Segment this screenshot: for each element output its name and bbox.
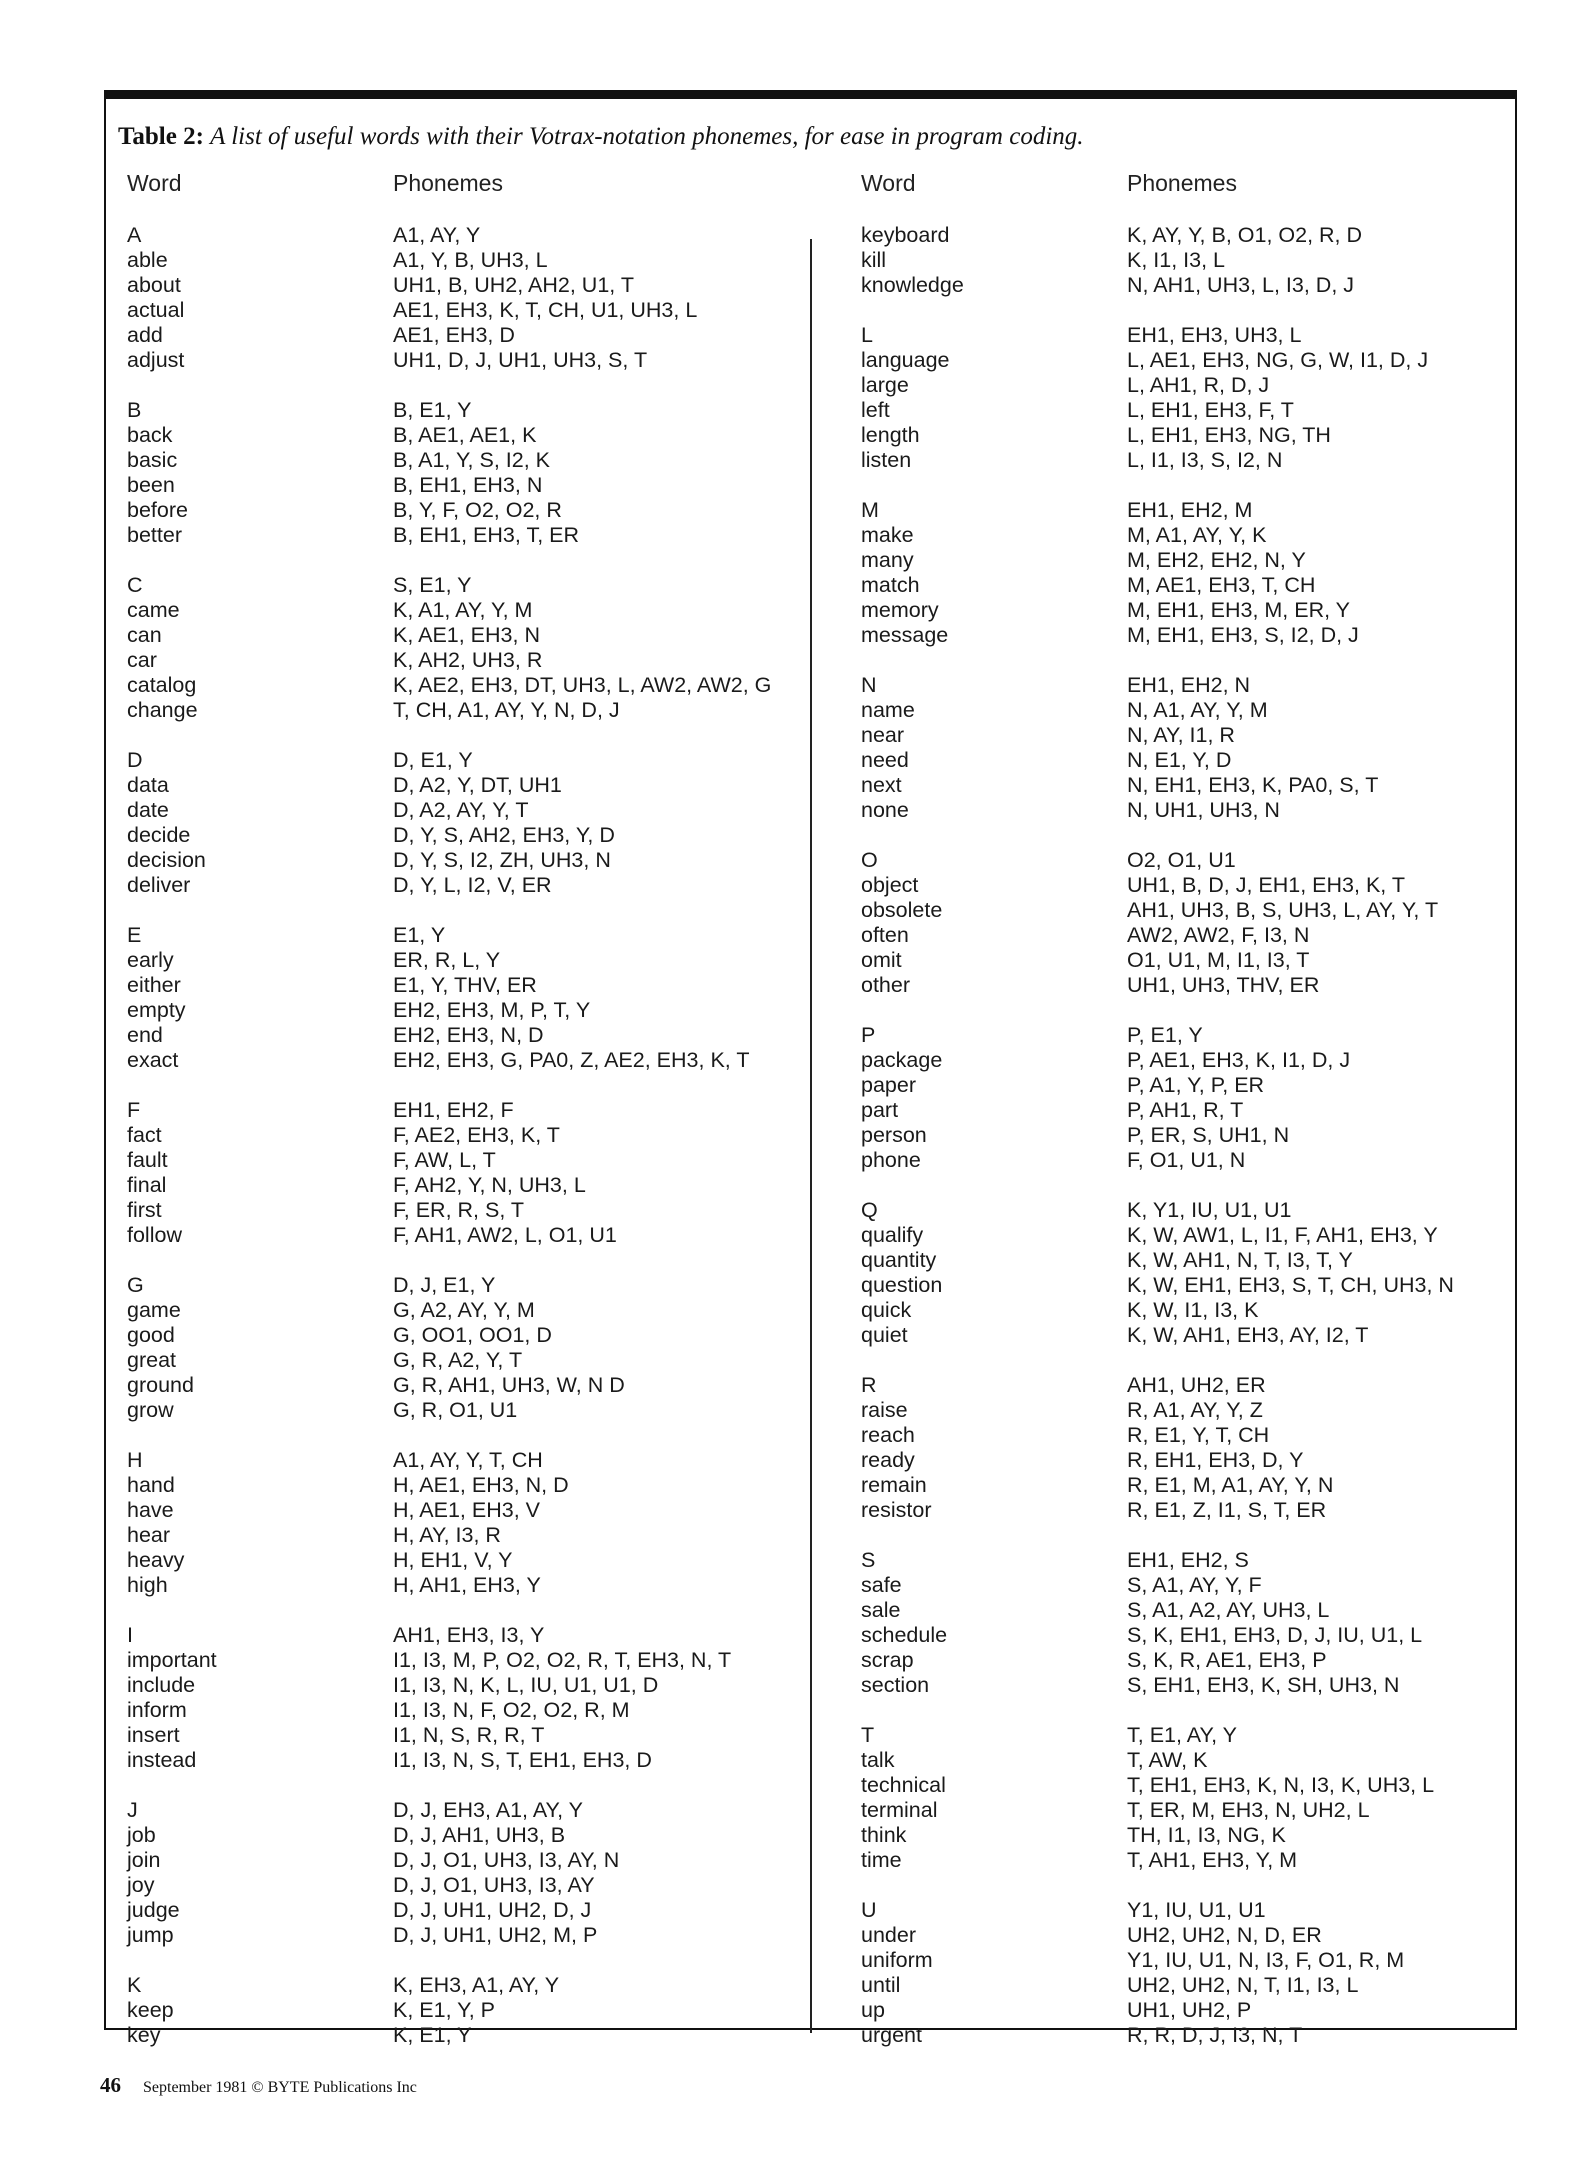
phonemes-cell: A1, Y, B, UH3, L [393,248,548,272]
phonemes-cell: H, AY, I3, R [393,1523,501,1547]
phonemes-cell: TH, I1, I3, NG, K [1127,1823,1286,1847]
word-cell: H [127,1448,143,1472]
phonemes-cell: D, Y, S, AH2, EH3, Y, D [393,823,615,847]
word-cell: language [861,348,950,372]
word-cell: important [127,1648,217,1672]
phonemes-cell: B, E1, Y [393,398,472,422]
phonemes-cell: B, A1, Y, S, I2, K [393,448,550,472]
word-cell: decision [127,848,206,872]
phonemes-cell: EH1, EH2, M [1127,498,1253,522]
phonemes-cell: Y1, IU, U1, U1 [1127,1898,1266,1922]
word-cell: kill [861,248,887,272]
phonemes-cell: D, Y, L, I2, V, ER [393,873,552,897]
word-cell: safe [861,1573,902,1597]
word-cell: B [127,398,142,422]
phonemes-cell: K, W, EH1, EH3, S, T, CH, UH3, N [1127,1273,1454,1297]
header-word-left: Word [127,170,182,196]
word-cell: sale [861,1598,901,1622]
word-cell: quantity [861,1248,937,1272]
word-cell: O [861,848,878,872]
header-word-right: Word [861,170,916,196]
phonemes-cell: F, AW, L, T [393,1148,496,1172]
phonemes-cell: K, W, AH1, N, T, I3, T, Y [1127,1248,1353,1272]
phonemes-cell: A1, AY, Y [393,223,481,247]
phonemes-cell: D, A2, Y, DT, UH1 [393,773,562,797]
word-cell: I [127,1623,133,1647]
phonemes-cell: K, AE1, EH3, N [393,623,540,647]
word-cell: up [861,1998,885,2022]
phonemes-cell: AH1, UH2, ER [1127,1373,1266,1397]
word-cell: have [127,1498,174,1522]
phonemes-cell: K, AE2, EH3, DT, UH3, L, AW2, AW2, G [393,673,772,697]
word-cell: listen [861,448,912,472]
column-divider [810,239,812,2033]
phonemes-cell: EH2, EH3, G, PA0, Z, AE2, EH3, K, T [393,1048,750,1072]
word-cell: about [127,273,181,297]
word-cell: often [861,923,909,947]
word-cell: schedule [861,1623,948,1647]
word-cell: resistor [861,1498,932,1522]
phonemes-cell: K, E1, Y, P [393,1998,495,2022]
word-cell: many [861,548,914,572]
word-cell: paper [861,1073,916,1097]
phonemes-cell: T, AH1, EH3, Y, M [1127,1848,1298,1872]
phonemes-cell: Y1, IU, U1, N, I3, F, O1, R, M [1127,1948,1405,1972]
phonemes-cell: I1, I3, N, S, T, EH1, EH3, D [393,1748,652,1772]
phonemes-cell: K, W, AW1, L, I1, F, AH1, EH3, Y [1127,1223,1438,1247]
word-cell: obsolete [861,898,943,922]
phonemes-cell: T, CH, A1, AY, Y, N, D, J [393,698,620,722]
word-cell: message [861,623,949,647]
phonemes-cell: M, EH2, EH2, N, Y [1127,548,1306,572]
word-cell: U [861,1898,877,1922]
word-cell: deliver [127,873,191,897]
word-cell: J [127,1798,138,1822]
word-cell: hear [127,1523,171,1547]
word-cell: game [127,1298,181,1322]
page-number: 46 [100,2073,121,2097]
word-cell: adjust [127,348,185,372]
footer-credit: September 1981 © BYTE Publications Inc [143,2079,417,2096]
phonemes-cell: H, AE1, EH3, V [393,1498,540,1522]
phonemes-cell: B, Y, F, O2, O2, R [393,498,562,522]
phonemes-cell: K, Y1, IU, U1, U1 [1127,1198,1292,1222]
word-cell: E [127,923,142,947]
phonemes-cell: H, AH1, EH3, Y [393,1573,541,1597]
phonemes-cell: F, AE2, EH3, K, T [393,1123,560,1147]
word-cell: large [861,373,909,397]
phonemes-cell: R, E1, M, A1, AY, Y, N [1127,1473,1334,1497]
word-cell: match [861,573,920,597]
phonemes-cell: K, W, I1, I3, K [1127,1298,1259,1322]
phonemes-cell: UH1, B, UH2, AH2, U1, T [393,273,634,297]
word-cell: question [861,1273,943,1297]
phonemes-cell: O2, O1, U1 [1127,848,1236,872]
phonemes-cell: EH2, EH3, N, D [393,1023,544,1047]
word-cell: able [127,248,168,272]
phonemes-cell: I1, I3, M, P, O2, O2, R, T, EH3, N, T [393,1648,732,1672]
word-cell: memory [861,598,939,622]
phonemes-cell: F, ER, R, S, T [393,1198,525,1222]
phonemes-cell: P, AE1, EH3, K, I1, D, J [1127,1048,1351,1072]
word-cell: P [861,1023,876,1047]
word-cell: S [861,1548,876,1572]
phonemes-cell: P, AH1, R, T [1127,1098,1244,1122]
word-cell: good [127,1323,175,1347]
phonemes-cell: EH1, EH2, F [393,1098,514,1122]
word-cell: knowledge [861,273,964,297]
caption-label: Table 2: [118,123,204,150]
word-cell: judge [127,1898,180,1922]
word-cell: near [861,723,905,747]
word-cell: name [861,698,915,722]
word-cell: phone [861,1148,921,1172]
table-frame [104,90,1517,2047]
word-cell: decide [127,823,191,847]
phonemes-cell: AE1, EH3, K, T, CH, U1, UH3, L [393,298,698,322]
word-cell: make [861,523,914,547]
phonemes-cell: I1, I3, N, K, L, IU, U1, U1, D [393,1673,659,1697]
word-cell: can [127,623,162,647]
word-cell: N [861,673,877,697]
phonemes-cell: S, E1, Y [393,573,472,597]
word-cell: inform [127,1698,187,1722]
phonemes-cell: L, EH1, EH3, F, T [1127,398,1294,422]
word-cell: T [861,1723,875,1747]
word-cell: keyboard [861,223,950,247]
word-cell: before [127,498,188,522]
word-cell: include [127,1673,196,1697]
word-cell: qualify [861,1223,924,1247]
phonemes-cell: G, R, AH1, UH3, W, N D [393,1373,625,1397]
phonemes-cell: N, AH1, UH3, L, I3, D, J [1127,273,1355,297]
phonemes-cell: D, J, O1, UH3, I3, AY [393,1873,595,1897]
word-cell: data [127,773,169,797]
word-cell: job [127,1823,156,1847]
word-cell: uniform [861,1948,933,1972]
phonemes-cell: S, EH1, EH3, K, SH, UH3, N [1127,1673,1400,1697]
phonemes-cell: K, EH3, A1, AY, Y [393,1973,560,1997]
phonemes-cell: UH1, D, J, UH1, UH3, S, T [393,348,648,372]
phonemes-cell: N, EH1, EH3, K, PA0, S, T [1127,773,1379,797]
phonemes-cell: D, J, E1, Y [393,1273,496,1297]
word-cell: exact [127,1048,179,1072]
phonemes-cell: P, A1, Y, P, ER [1127,1073,1265,1097]
word-cell: person [861,1123,927,1147]
word-cell: insert [127,1723,180,1747]
header-phonemes-right: Phonemes [1127,170,1237,196]
word-cell: object [861,873,919,897]
phonemes-cell: P, E1, Y [1127,1023,1203,1047]
phonemes-cell: M, EH1, EH3, S, I2, D, J [1127,623,1359,647]
phonemes-cell: AH1, UH3, B, S, UH3, L, AY, Y, T [1127,898,1439,922]
phonemes-cell: K, A1, AY, Y, M [393,598,533,622]
caption-text: A list of useful words with their Votrax-notation phonemes, for ease in program coding. [210,123,1084,150]
phonemes-cell: H, EH1, V, Y [393,1548,513,1572]
page-footer [100,2073,417,2098]
phonemes-cell: S, K, R, AE1, EH3, P [1127,1648,1327,1672]
word-cell: instead [127,1748,197,1772]
phonemes-cell: M, A1, AY, Y, K [1127,523,1267,547]
word-cell: better [127,523,182,547]
word-cell: need [861,748,909,772]
phonemes-cell: K, AH2, UH3, R [393,648,543,672]
phonemes-cell: R, E1, Y, T, CH [1127,1423,1270,1447]
word-cell: key [127,2023,161,2047]
word-cell: scrap [861,1648,914,1672]
word-cell: date [127,798,169,822]
phonemes-cell: R, EH1, EH3, D, Y [1127,1448,1304,1472]
phonemes-cell: K, W, AH1, EH3, AY, I2, T [1127,1323,1369,1347]
phonemes-cell: F, O1, U1, N [1127,1148,1246,1172]
phonemes-cell: D, E1, Y [393,748,473,772]
word-cell: first [127,1198,162,1222]
word-cell: L [861,323,873,347]
word-cell: other [861,973,911,997]
word-cell: join [127,1848,161,1872]
word-cell: talk [861,1748,895,1772]
word-cell: end [127,1023,163,1047]
word-cell: A [127,223,142,247]
word-cell: urgent [861,2023,922,2047]
phonemes-cell: UH1, B, D, J, EH1, EH3, K, T [1127,873,1405,897]
word-cell: technical [861,1773,946,1797]
word-cell: part [861,1098,899,1122]
phonemes-cell: M, AE1, EH3, T, CH [1127,573,1316,597]
word-cell: next [861,773,902,797]
phonemes-cell: EH1, EH2, S [1127,1548,1249,1572]
word-cell: remain [861,1473,927,1497]
phonemes-cell: M, EH1, EH3, M, ER, Y [1127,598,1351,622]
phonemes-cell: UH1, UH3, THV, ER [1127,973,1320,997]
word-cell: ready [861,1448,915,1472]
phonemes-cell: UH2, UH2, N, D, ER [1127,1923,1322,1947]
word-cell: change [127,698,198,722]
phonemes-cell: N, UH1, UH3, N [1127,798,1280,822]
word-cell: M [861,498,879,522]
phonemes-cell: L, EH1, EH3, NG, TH [1127,423,1331,447]
word-cell: grow [127,1398,174,1422]
word-cell: Q [861,1198,878,1222]
phonemes-cell: G, R, A2, Y, T [393,1348,523,1372]
phonemes-cell: D, J, UH1, UH2, D, J [393,1898,592,1922]
word-cell: package [861,1048,943,1072]
word-cell: under [861,1923,916,1947]
phonemes-cell: D, J, EH3, A1, AY, Y [393,1798,584,1822]
phonemes-cell: G, R, O1, U1 [393,1398,518,1422]
word-cell: time [861,1848,902,1872]
phonemes-cell: EH1, EH2, N [1127,673,1251,697]
phonemes-cell: EH2, EH3, M, P, T, Y [393,998,591,1022]
word-cell: think [861,1823,907,1847]
word-cell: fact [127,1123,162,1147]
phonemes-cell: T, ER, M, EH3, N, UH2, L [1127,1798,1370,1822]
word-cell: either [127,973,181,997]
word-cell: hand [127,1473,175,1497]
word-cell: high [127,1573,168,1597]
word-cell: G [127,1273,144,1297]
phonemes-cell: S, K, EH1, EH3, D, J, IU, U1, L [1127,1623,1423,1647]
word-cell: great [127,1348,177,1372]
phonemes-cell: N, A1, AY, Y, M [1127,698,1268,722]
phonemes-cell: B, EH1, EH3, T, ER [393,523,580,547]
word-cell: follow [127,1223,182,1247]
phonemes-cell: D, J, AH1, UH3, B [393,1823,566,1847]
word-cell: car [127,648,157,672]
phonemes-cell: UH2, UH2, N, T, I1, I3, L [1127,1973,1359,1997]
phonemes-cell: G, A2, AY, Y, M [393,1298,535,1322]
word-cell: empty [127,998,186,1022]
phonemes-cell: B, EH1, EH3, N [393,473,543,497]
phonemes-cell: I1, I3, N, F, O2, O2, R, M [393,1698,630,1722]
phonemes-cell: K, I1, I3, L [1127,248,1225,272]
phonemes-cell: D, J, O1, UH3, I3, AY, N [393,1848,620,1872]
word-cell: back [127,423,173,447]
phonemes-cell: N, E1, Y, D [1127,748,1232,772]
word-cell: reach [861,1423,915,1447]
table-caption [118,123,1084,151]
phonemes-cell: S, A1, A2, AY, UH3, L [1127,1598,1330,1622]
word-cell: C [127,573,143,597]
phonemes-cell: F, AH2, Y, N, UH3, L [393,1173,586,1197]
phonemes-cell: F, AH1, AW2, L, O1, U1 [393,1223,617,1247]
phonemes-cell: AW2, AW2, F, I3, N [1127,923,1310,947]
word-cell: quick [861,1298,912,1322]
header-phonemes-left: Phonemes [393,170,503,196]
word-cell: left [861,398,890,422]
phonemes-cell: O1, U1, M, I1, I3, T [1127,948,1310,972]
phonemes-cell: R, E1, Z, I1, S, T, ER [1127,1498,1327,1522]
phonemes-cell: H, AE1, EH3, N, D [393,1473,569,1497]
phonemes-cell: T, AW, K [1127,1748,1208,1772]
phonemes-cell: K, AY, Y, B, O1, O2, R, D [1127,223,1363,247]
word-cell: heavy [127,1548,185,1572]
word-cell: final [127,1173,167,1197]
phonemes-cell: UH1, UH2, P [1127,1998,1252,2022]
phonemes-cell: N, AY, I1, R [1127,723,1235,747]
word-cell: R [861,1373,877,1397]
phonemes-cell: R, R, D, J, I3, N, T [1127,2023,1303,2047]
phonemes-cell: T, EH1, EH3, K, N, I3, K, UH3, L [1127,1773,1435,1797]
phonemes-cell: L, AE1, EH3, NG, G, W, I1, D, J [1127,348,1429,372]
word-cell: joy [127,1873,155,1897]
word-cell: fault [127,1148,168,1172]
phonemes-cell: EH1, EH3, UH3, L [1127,323,1302,347]
phonemes-cell: G, OO1, OO1, D [393,1323,552,1347]
word-cell: section [861,1673,930,1697]
word-cell: jump [127,1923,174,1947]
phonemes-cell: L, AH1, R, D, J [1127,373,1270,397]
phonemes-cell: ER, R, L, Y [393,948,501,972]
phonemes-cell: A1, AY, Y, T, CH [393,1448,543,1472]
word-cell: D [127,748,143,772]
word-cell: been [127,473,175,497]
word-cell: raise [861,1398,908,1422]
word-cell: F [127,1098,141,1122]
word-cell: until [861,1973,901,1997]
phonemes-cell: AE1, EH3, D [393,323,515,347]
phonemes-cell: E1, Y [393,923,446,947]
word-cell: came [127,598,180,622]
phonemes-cell: E1, Y, THV, ER [393,973,537,997]
phonemes-cell: D, Y, S, I2, ZH, UH3, N [393,848,611,872]
phonemes-cell: T, E1, AY, Y [1127,1723,1237,1747]
word-cell: length [861,423,920,447]
phonemes-cell: L, I1, I3, S, I2, N [1127,448,1283,472]
phonemes-cell: D, J, UH1, UH2, M, P [393,1923,598,1947]
phonemes-cell: AH1, EH3, I3, Y [393,1623,545,1647]
word-cell: terminal [861,1798,938,1822]
phonemes-cell: D, A2, AY, Y, T [393,798,529,822]
word-cell: add [127,323,163,347]
phonemes-cell: S, A1, AY, Y, F [1127,1573,1262,1597]
word-cell: keep [127,1998,174,2022]
phonemes-cell: K, E1, Y [393,2023,472,2047]
phonemes-cell: B, AE1, AE1, K [393,423,537,447]
phonemes-cell: I1, N, S, R, R, T [393,1723,545,1747]
word-cell: omit [861,948,902,972]
phonemes-cell: R, A1, AY, Y, Z [1127,1398,1263,1422]
word-cell: quiet [861,1323,908,1347]
word-cell: ground [127,1373,194,1397]
word-cell: catalog [127,673,197,697]
word-cell: none [861,798,909,822]
phonemes-cell: P, ER, S, UH1, N [1127,1123,1290,1147]
word-cell: basic [127,448,178,472]
word-cell: K [127,1973,142,1997]
word-cell: actual [127,298,185,322]
word-cell: early [127,948,174,972]
